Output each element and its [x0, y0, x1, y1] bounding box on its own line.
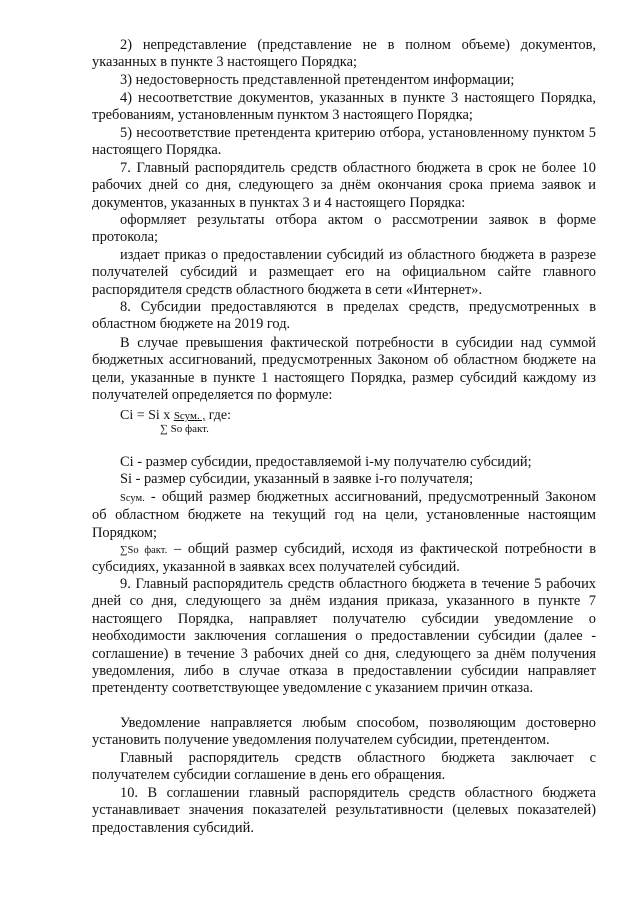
paragraph-9: 9. Главный распорядитель средств областного бюджета в течение 5 рабочих дней со дня, следующего за днём издания приказа, указанного в пункте 7 настоящего Порядка, направляет получателю субсидии уведомление о необходимости заключения соглашения о предоставлении субсидии (далее - соглашение) в течение 3 рабочих дней со дня, следующего за днём получения уведомления, либо в случае отказа в предоставлении субсидии направляет претенденту соответствующее уведомление с указанием причин отказа. — [92, 576, 596, 697]
paragraph-item-2: 2) непредставление (представление не в полном объеме) документов, указанных в пункте 3 настоящего Порядка; — [92, 37, 596, 71]
definition-si: Si - размер субсидии, указанный в заявке i-го получателя; — [120, 471, 474, 487]
paragraph-8: 8. Субсидии предоставляются в пределах средств, предусмотренных в областном бюджете на 2019 год. — [92, 299, 596, 333]
formula-lhs: Ci = Si x — [120, 408, 174, 423]
symbol-so-fact: ∑So факт. — [120, 545, 168, 556]
formula-numerator: Sсум. , — [173, 410, 206, 422]
definition-scum — [92, 489, 596, 542]
definition-so-fact — [92, 541, 596, 577]
paragraph-8b: В случае превышения фактической потребности в субсидии над суммой бюджетных ассигнований, предусмотренных Законом об областном бюджете на цели, указанные в пункте 1 настоящего Порядка, размер субсидий каждому из получателей определяется по формуле: — [92, 335, 596, 404]
definition-so-fact-text: – общий размер субсидий, исходя из фактической потребности в субсидиях, указанной в заявках всех получателей субсидий. — [92, 541, 596, 576]
paragraph-7: 7. Главный распорядитель средств областного бюджета в срок не более 10 рабочих дней со дня, следующего за днём окончания срока приема заявок и документов, указанных в пунктах 3 и 4 настоящего Порядка: — [92, 160, 596, 211]
definition-ci: Ci - размер субсидии, предоставляемой i-му получателю субсидий; — [120, 454, 532, 470]
symbol-scum: Sсум. — [120, 493, 145, 504]
paragraph-item-3: 3) недостоверность представленной претендентом информации; — [120, 72, 515, 88]
paragraph-10: 10. В соглашении главный распорядитель средств областного бюджета устанавливает значения показателей результативности (целевых показателей) предоставления субсидий. — [92, 785, 596, 836]
formula-tail: где: — [205, 408, 232, 423]
paragraph-item-5: 5) несоответствие претендента критерию отбора, установленному пунктом 5 настоящего Порядка. — [92, 125, 596, 159]
paragraph-7b: издает приказ о предоставлении субсидий из областного бюджета в разрезе получателей субсидий и размещает его на официальном сайте главного распорядителя средств областного бюджета в сети «Интернет». — [92, 247, 596, 298]
paragraph-9c: Главный распорядитель средств областного бюджета заключает с получателем субсидии соглашение в день его обращения. — [92, 750, 596, 784]
paragraph-9b: Уведомление направляется любым способом, позволяющим достоверно установить получение уведомления получателем субсидии, претендентом. — [92, 715, 596, 749]
paragraph-item-4: 4) несоответствие документов, указанных в пункте 3 настоящего Порядка, требованиям, установленным пунктом 3 настоящего Порядка; — [92, 90, 596, 124]
definition-scum-text: - общий размер бюджетных ассигнований, предусмотренный Законом об областном бюджете на текущий год на цели, установленные настоящим Порядком; — [92, 489, 596, 541]
formula-denominator: ∑ So факт. — [160, 423, 209, 435]
paragraph-7a: оформляет результаты отбора актом о рассмотрении заявок в форме протокола; — [92, 212, 596, 246]
